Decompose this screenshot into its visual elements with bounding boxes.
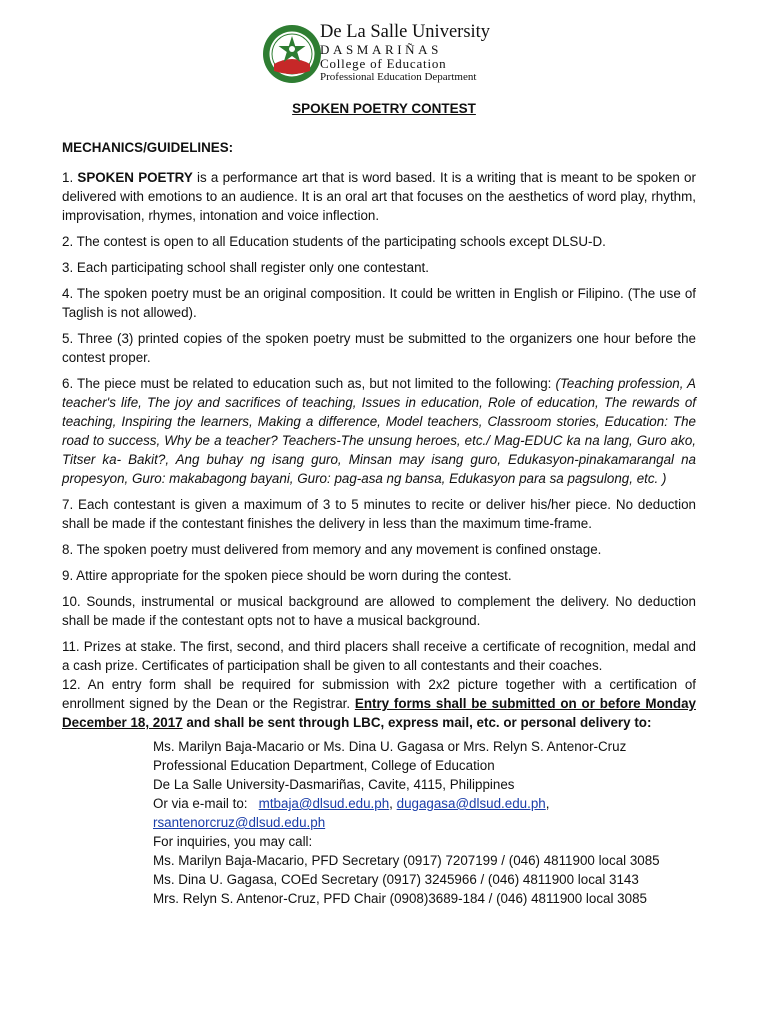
spoken-poetry-term: SPOKEN POETRY bbox=[77, 170, 193, 185]
inquiry-contact-3: Mrs. Relyn S. Antenor-Cruz, PFD Chair (0908)3689-184 / (046) 4811900 local 3085 bbox=[153, 891, 647, 906]
mechanics-heading: MECHANICS/GUIDELINES: bbox=[62, 140, 234, 155]
guideline-item-10: 10. Sounds, instrumental or musical background are allowed to complement the delivery. No deduction shall be made if the contestant opts not to have a musical background. bbox=[62, 594, 696, 628]
inquiries-heading: For inquiries, you may call: bbox=[153, 834, 313, 849]
guideline-item-8: 8. The spoken poetry must delivered from memory and any movement is confined onstage. bbox=[62, 542, 602, 557]
email-link-dugagasa[interactable]: dugagasa@dlsud.edu.ph bbox=[396, 796, 546, 811]
letterhead bbox=[262, 22, 492, 84]
guideline-item-4: 4. The spoken poetry must be an original composition. It could be written in English or Filipino. (The use of Taglish is not allowed). bbox=[62, 286, 696, 320]
university-name: De La Salle University bbox=[320, 22, 491, 42]
email-link-mtbaja[interactable]: mtbaja@dlsud.edu.ph bbox=[258, 796, 390, 811]
guideline-item-3: 3. Each participating school shall register only one contestant. bbox=[62, 260, 429, 275]
letterhead-text bbox=[320, 22, 490, 84]
mailing-address bbox=[153, 737, 696, 908]
email-line: Or via e-mail to: mtbaja@dlsud.edu.ph, dugagasa@dlsud.edu.ph, bbox=[153, 796, 550, 811]
guideline-item-7: 7. Each contestant is given a maximum of 3 to 5 minutes to recite or deliver his/her piece. No deduction shall be made if the contestant finishes the delivery in less than the maximum time-frame. bbox=[62, 497, 696, 531]
address-department: Professional Education Department, College of Education bbox=[153, 758, 495, 773]
college-name: College of Education bbox=[320, 56, 447, 71]
email-link-rsantenorcruz[interactable]: rsantenorcruz@dlsud.edu.ph bbox=[153, 815, 326, 830]
university-seal-icon bbox=[262, 24, 322, 84]
deadline-notice: Entry forms shall be submitted on or before Monday December 18, 2017 bbox=[62, 696, 696, 730]
guideline-item-11: 11. Prizes at stake. The first, second, and third placers shall receive a certificate of recognition, medal and a cash prize. Certificates of participation shall be given to all contestants and their coaches. bbox=[62, 639, 696, 673]
address-location: De La Salle University-Dasmariñas, Cavite, 4115, Philippines bbox=[153, 777, 515, 792]
guideline-item-6: 6. The piece must be related to education such as, but not limited to the following: (Teaching profession, A teacher's life, The joy and sacrifices of teaching, Issues in education, Role of education, The rewards of teaching, Inspiring the learners, Making a difference, Model teachers, Classroom stories, Education: The road to success, Why be a teacher? Teachers-The unsung heroes, etc./ Mag-EDUC ka na lang, Guro ako, Titser ka- Bakit?, Ang buhay ng isang guro, Minsan may isang guro, Edukasyon-pinakamarangal na propesyon, Guro: makabagong bayani, Guro: pag-asa ng bansa, Edukasyon para sa pagsulong, etc. ) bbox=[62, 376, 696, 486]
topic-list: (Teaching profession, A teacher's life, The joy and sacrifices of teaching, Issues in education, Role of education, The rewards of teaching, Inspiring the learners, Making a difference, Model teachers, Classroom stories, Education: The road to success, Why be a teacher? Teachers-The unsung heroes, etc./ Mag-EDUC ka na lang, Guro ako, Titser ka- Bakit?, Ang buhay ng isang guro, Minsan may isang guro, Edukasyon-pinakamarangal na propesyon, Guro: makabagong bayani, Guro: pag-asa ng bansa, Edukasyon para sa pagsulong, etc. ) bbox=[62, 376, 696, 486]
guideline-item-5: 5. Three (3) printed copies of the spoken poetry must be submitted to the organizers one hour before the contest proper. bbox=[62, 331, 696, 365]
campus-name: DASMARIÑAS bbox=[320, 42, 442, 57]
guideline-item-12: 12. An entry form shall be required for submission with 2x2 picture together with a certification of enrollment signed by the Dean or the Registrar. Entry forms shall be submitted on or before Monday December 18, 2017 and shall be sent through LBC, express mail, etc. or personal delivery to: bbox=[62, 677, 696, 730]
contact-names: Ms. Marilyn Baja-Macario or Ms. Dina U. Gagasa or Mrs. Relyn S. Antenor-Cruz bbox=[153, 739, 627, 754]
department-name: Professional Education Department bbox=[320, 71, 477, 83]
guideline-item-2: 2. The contest is open to all Education students of the participating schools except DLSU-D. bbox=[62, 234, 606, 249]
inquiry-contact-1: Ms. Marilyn Baja-Macario, PFD Secretary (0917) 7207199 / (046) 4811900 local 3085 bbox=[153, 853, 660, 868]
guideline-item-1: 1. SPOKEN POETRY is a performance art that is word based. It is a writing that is meant to be spoken or delivered with emotions to an audience. It is an oral art that focuses on the aesthetics of word play, rhythm, improvisation, rhymes, intonation and voice inflection. bbox=[62, 170, 696, 223]
email-line-2 bbox=[153, 813, 696, 832]
inquiry-contact-2: Ms. Dina U. Gagasa, COEd Secretary (0917) 3245966 / (046) 4811900 local 3143 bbox=[153, 872, 639, 887]
guideline-item-9: 9. Attire appropriate for the spoken piece should be worn during the contest. bbox=[62, 568, 512, 583]
page-title: SPOKEN POETRY CONTEST bbox=[292, 101, 476, 116]
guidelines-body bbox=[62, 138, 696, 908]
